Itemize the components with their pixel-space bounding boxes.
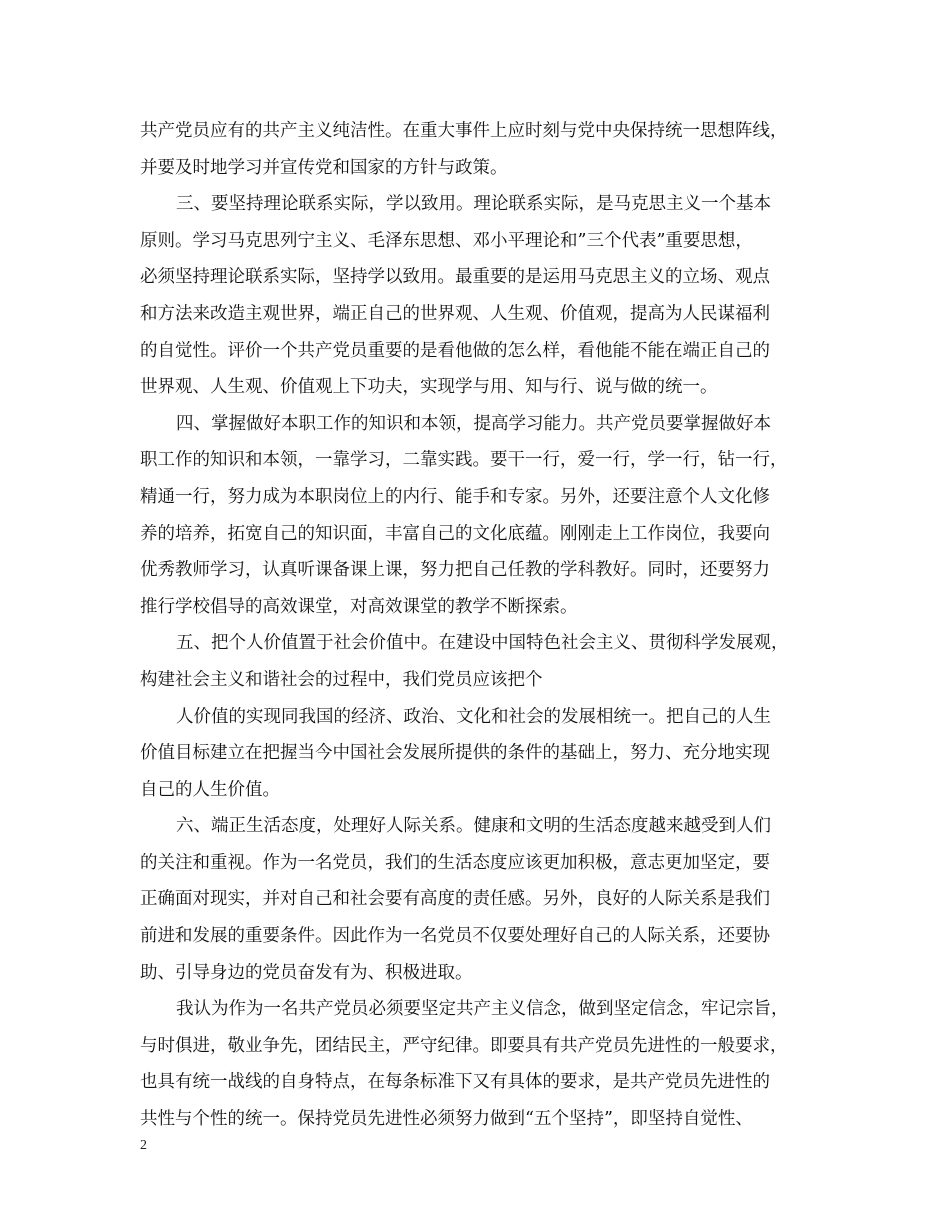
text-line: 的自觉性。评价一个共产党员重要的是看他做的怎么样，看他能不能在端正自己的 — [140, 340, 770, 361]
text-line: 三、要坚持理论联系实际，学以致用。理论联系实际，是马克思主义一个基本 — [176, 194, 771, 215]
text-line: 人价值的实现同我国的经济、政治、文化和社会的发展相统一。把自己的人生 — [176, 706, 771, 727]
text-line: 原则。学习马克思列宁主义、毛泽东思想、邓小平理论和”三个代表”重要思想， — [140, 230, 753, 251]
text-line: 必须坚持理论联系实际，坚持学以致用。最重要的是运用马克思主义的立场、观点 — [140, 267, 770, 288]
text-line: 四、掌握做好本职工作的知识和本领，提高学习能力。共产党员要掌握做好本 — [176, 413, 771, 434]
text-line: 价值目标建立在把握当今中国社会发展所提供的条件的基础上，努力、充分地实现 — [140, 743, 770, 764]
text-line: 养的培养，拓宽自己的知识面，丰富自己的文化底蕴。刚刚走上工作岗位，我要向 — [140, 523, 770, 544]
page-number: 2 — [140, 1138, 147, 1153]
text-line: 推行学校倡导的高效课堂，对高效课堂的教学不断探索。 — [140, 596, 578, 617]
text-line: 优秀教师学习，认真听课备课上课，努力把自己任教的学科教好。同时，还要努力 — [140, 560, 770, 581]
text-line: 自己的人生价值。 — [140, 779, 280, 800]
text-line: 并要及时地学习并宣传党和国家的方针与政策。 — [140, 157, 508, 178]
text-line: 我认为作为一名共产党员必须要坚定共产主义信念，做到坚定信念，牢记宗旨， — [176, 999, 789, 1020]
text-line: 职工作的知识和本领，一靠学习，二靠实践。要干一行，爱一行，学一行，钻一行， — [140, 450, 788, 471]
text-line: 共产党员应有的共产主义纯洁性。在重大事件上应时刻与党中央保持统一思想阵线， — [140, 121, 788, 141]
body-text — [140, 113, 830, 1138]
text-line: 世界观、人生观、价值观上下功夫，实现学与用、知与行、说与做的统一。 — [140, 377, 718, 398]
text-line: 正确面对现实，并对自己和社会要有高度的责任感。另外，良好的人际关系是我们 — [140, 889, 770, 910]
text-line: 与时俱进，敬业争先，团结民主，严守纪律。即要具有共产党员先进性的一般要求， — [140, 1035, 788, 1056]
text-line: 和方法来改造主观世界，端正自己的世界观、人生观、价值观，提高为人民谋福利 — [140, 303, 770, 324]
text-line: 也具有统一战线的自身特点，在每条标准下又有具体的要求，是共产党员先进性的 — [140, 1072, 770, 1093]
text-line: 五、把个人价值置于社会价值中。在建设中国特色社会主义、贯彻科学发展观， — [176, 633, 789, 654]
text-line: 精通一行，努力成为本职岗位上的内行、能手和专家。另外，还要注意个人文化修 — [140, 486, 770, 507]
text-line: 的关注和重视。作为一名党员，我们的生活态度应该更加积极，意志更加坚定，要 — [140, 852, 770, 873]
text-line: 六、端正生活态度，处理好人际关系。健康和文明的生活态度越来越受到人们 — [176, 816, 771, 837]
text-line: 助、引导身边的党员奋发有为、积极进取。 — [140, 962, 473, 983]
text-line: 前进和发展的重要条件。因此作为一名党员不仅要处理好自己的人际关系，还要协 — [140, 926, 770, 947]
text-line: 共性与个性的统一。保持党员先进性必须努力做到“五个坚持”，即坚持自觉性、 — [140, 1109, 753, 1130]
text-line: 构建社会主义和谐社会的过程中，我们党员应该把个 — [140, 669, 543, 690]
